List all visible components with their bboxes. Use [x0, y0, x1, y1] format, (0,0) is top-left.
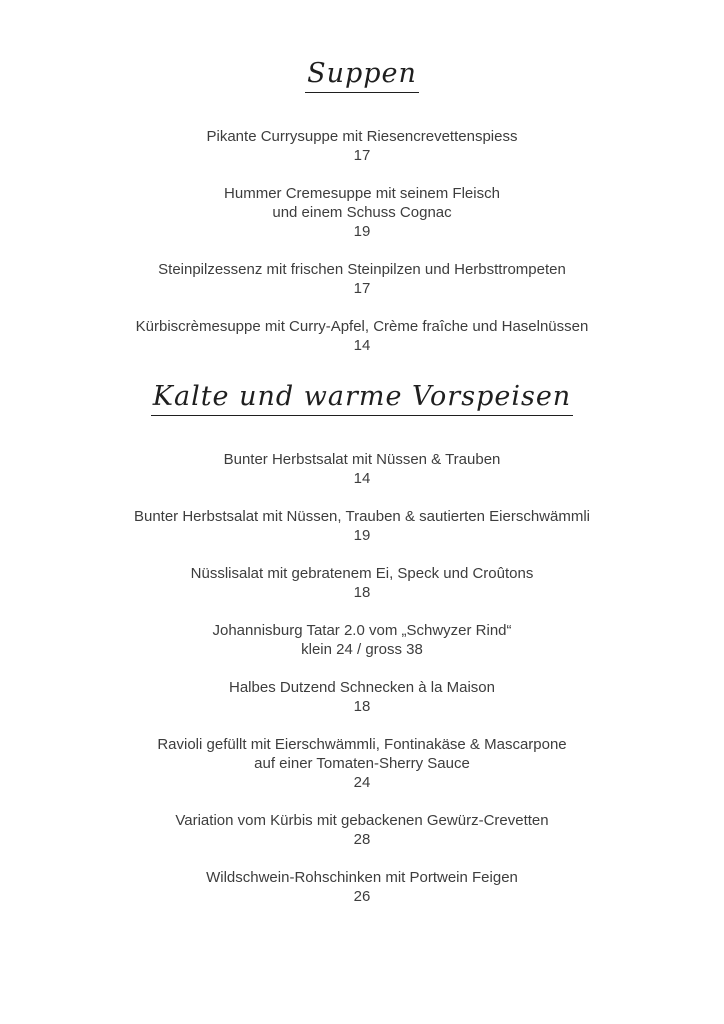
menu-item-name: Bunter Herbstsalat mit Nüssen & Trauben	[223, 451, 501, 468]
menu-item	[56, 450, 668, 488]
menu-item-name: Halbes Dutzend Schnecken à la Maison	[229, 679, 495, 696]
menu-item-name: auf einer Tomaten-Sherry Sauce	[254, 755, 470, 772]
menu-item-price: 14	[353, 470, 371, 487]
section-title	[56, 58, 668, 93]
menu-item-name: klein 24 / gross 38	[301, 641, 423, 658]
menu-item-price: 17	[353, 280, 371, 297]
menu-item	[56, 868, 668, 906]
menu-item-price: 19	[353, 527, 371, 544]
menu-item	[56, 564, 668, 602]
menu-item	[56, 317, 668, 355]
menu-item-name: Pikante Currysuppe mit Riesencrevettenspiess	[206, 128, 518, 145]
menu-item-name: Wildschwein-Rohschinken mit Portwein Feigen	[206, 869, 518, 886]
menu-item-name: Bunter Herbstsalat mit Nüssen, Trauben & sautierten Eierschwämmli	[133, 508, 591, 525]
menu-section	[56, 381, 668, 906]
menu-item-name: Variation vom Kürbis mit gebackenen Gewürz-Crevetten	[175, 812, 549, 829]
menu-item-price: 26	[353, 888, 371, 905]
menu-section	[56, 58, 668, 355]
menu-item-name: Ravioli gefüllt mit Eierschwämmli, Fontinakäse & Mascarpone	[157, 736, 567, 753]
menu-item-price: 17	[353, 147, 371, 164]
menu-item-name: Johannisburg Tatar 2.0 vom „Schwyzer Rind“	[212, 622, 512, 639]
menu-item-name: und einem Schuss Cognac	[272, 204, 452, 221]
menu-sections	[56, 58, 668, 906]
section-title-text: Kalte und warme Vorspeisen	[151, 381, 573, 416]
menu-item-name: Nüsslisalat mit gebratenem Ei, Speck und Croûtons	[190, 565, 534, 582]
menu-item-name: Kürbiscrèmesuppe mit Curry-Apfel, Crème fraîche und Haselnüssen	[135, 318, 589, 335]
menu-item-price: 14	[353, 337, 371, 354]
section-title-text: Suppen	[305, 58, 419, 93]
menu-item	[56, 260, 668, 298]
section-title	[56, 381, 668, 416]
menu-item	[56, 735, 668, 792]
menu-item	[56, 127, 668, 165]
menu-item-name: Steinpilzessenz mit frischen Steinpilzen und Herbsttrompeten	[158, 261, 566, 278]
menu-item	[56, 678, 668, 716]
menu-item	[56, 811, 668, 849]
menu-item-name: Hummer Cremesuppe mit seinem Fleisch	[224, 185, 500, 202]
menu-item	[56, 184, 668, 241]
menu-item-price: 19	[353, 223, 371, 240]
menu-item-price: 18	[353, 584, 371, 601]
menu-item	[56, 621, 668, 659]
menu-item-price: 24	[353, 774, 371, 791]
menu-item	[56, 507, 668, 545]
menu-item-price: 18	[353, 698, 371, 715]
menu-item-price: 28	[353, 831, 371, 848]
